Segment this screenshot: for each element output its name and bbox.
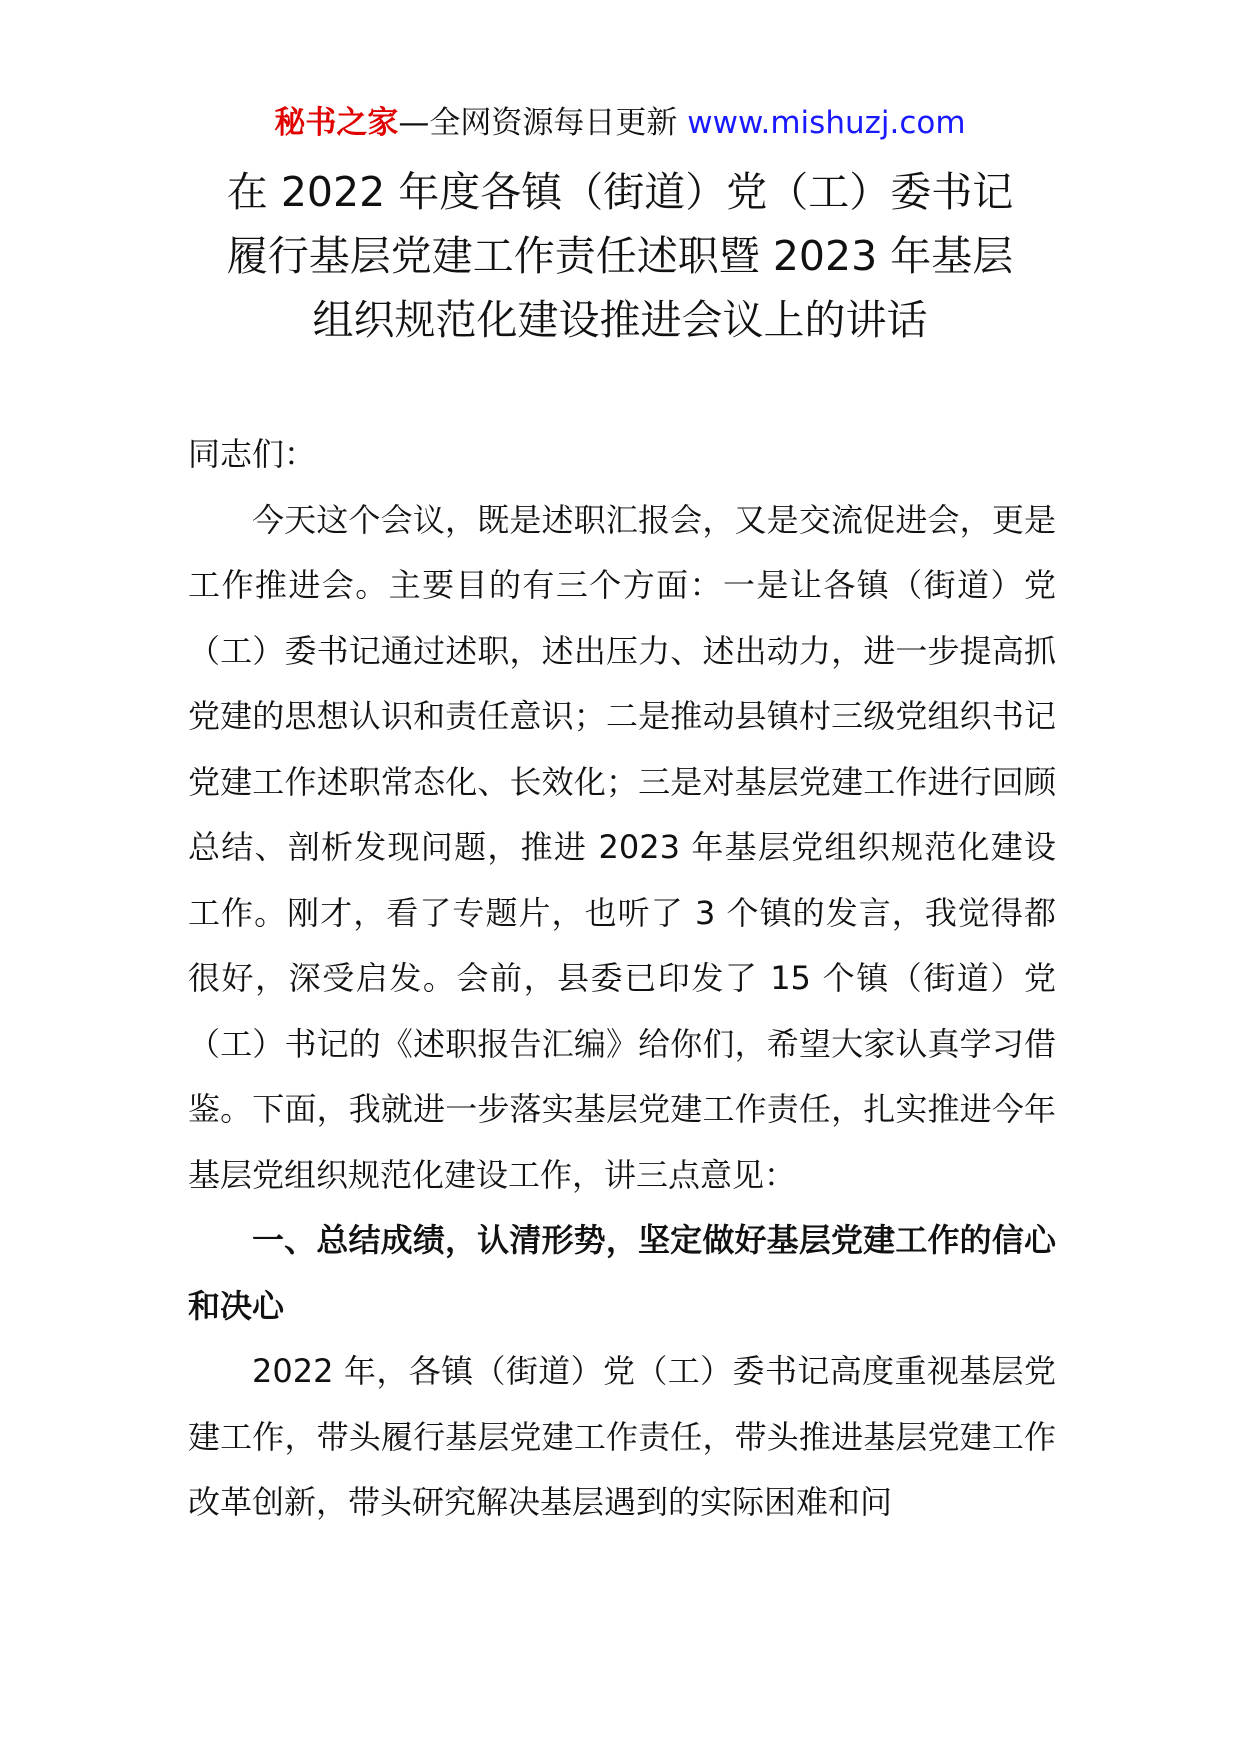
document-title	[150, 160, 1090, 352]
salutation: 同志们：	[188, 435, 317, 473]
title-line-3: 组织规范化建设推进会议上的讲话	[312, 296, 928, 344]
document-body	[188, 422, 1056, 1536]
paragraph-achievements: 2022 年，各镇（街道）党（工）委书记高度重视基层党建工作，带头履行基层党建工作责任，带头推进基层党建工作改革创新，带头研究解决基层遇到的实际困难和问	[188, 1352, 1056, 1521]
paragraph-intro: 今天这个会议，既是述职汇报会，又是交流促进会，更是工作推进会。主要目的有三个方面：一是让各镇（街道）党（工）委书记通过述职，述出压力、述出动力，进一步提高抓党建的思想认识和责任意识；二是推动县镇村三级党组织书记党建工作述职常态化、长效化；三是对基层党建工作进行回顾总结、剖析发现问题，推进 2023 年基层党组织规范化建设工作。刚才，看了专题片，也听了 3 个镇的发言，我觉得都很好，深受启发。会前，县委已印发了 15 个镇（街道）党（工）书记的《述职报告汇编》给你们，希望大家认真学习借鉴。下面，我就进一步落实基层党建工作责任，扎实推进今年基层党组织规范化建设工作，讲三点意见：	[188, 500, 1056, 1194]
title-line-2: 履行基层党建工作责任述职暨 2023 年基层	[226, 232, 1014, 280]
title-line-1: 在 2022 年度各镇（街道）党（工）委书记	[226, 168, 1014, 216]
brand-name: 秘书之家	[274, 105, 399, 141]
section-heading-1: 一、总结成绩，认清形势，坚定做好基层党建工作的信心和决心	[188, 1221, 1056, 1325]
header-tagline: —全网资源每日更新	[398, 105, 688, 141]
site-url-link[interactable]: www.mishuzj.com	[687, 105, 966, 141]
site-header	[0, 100, 1240, 146]
